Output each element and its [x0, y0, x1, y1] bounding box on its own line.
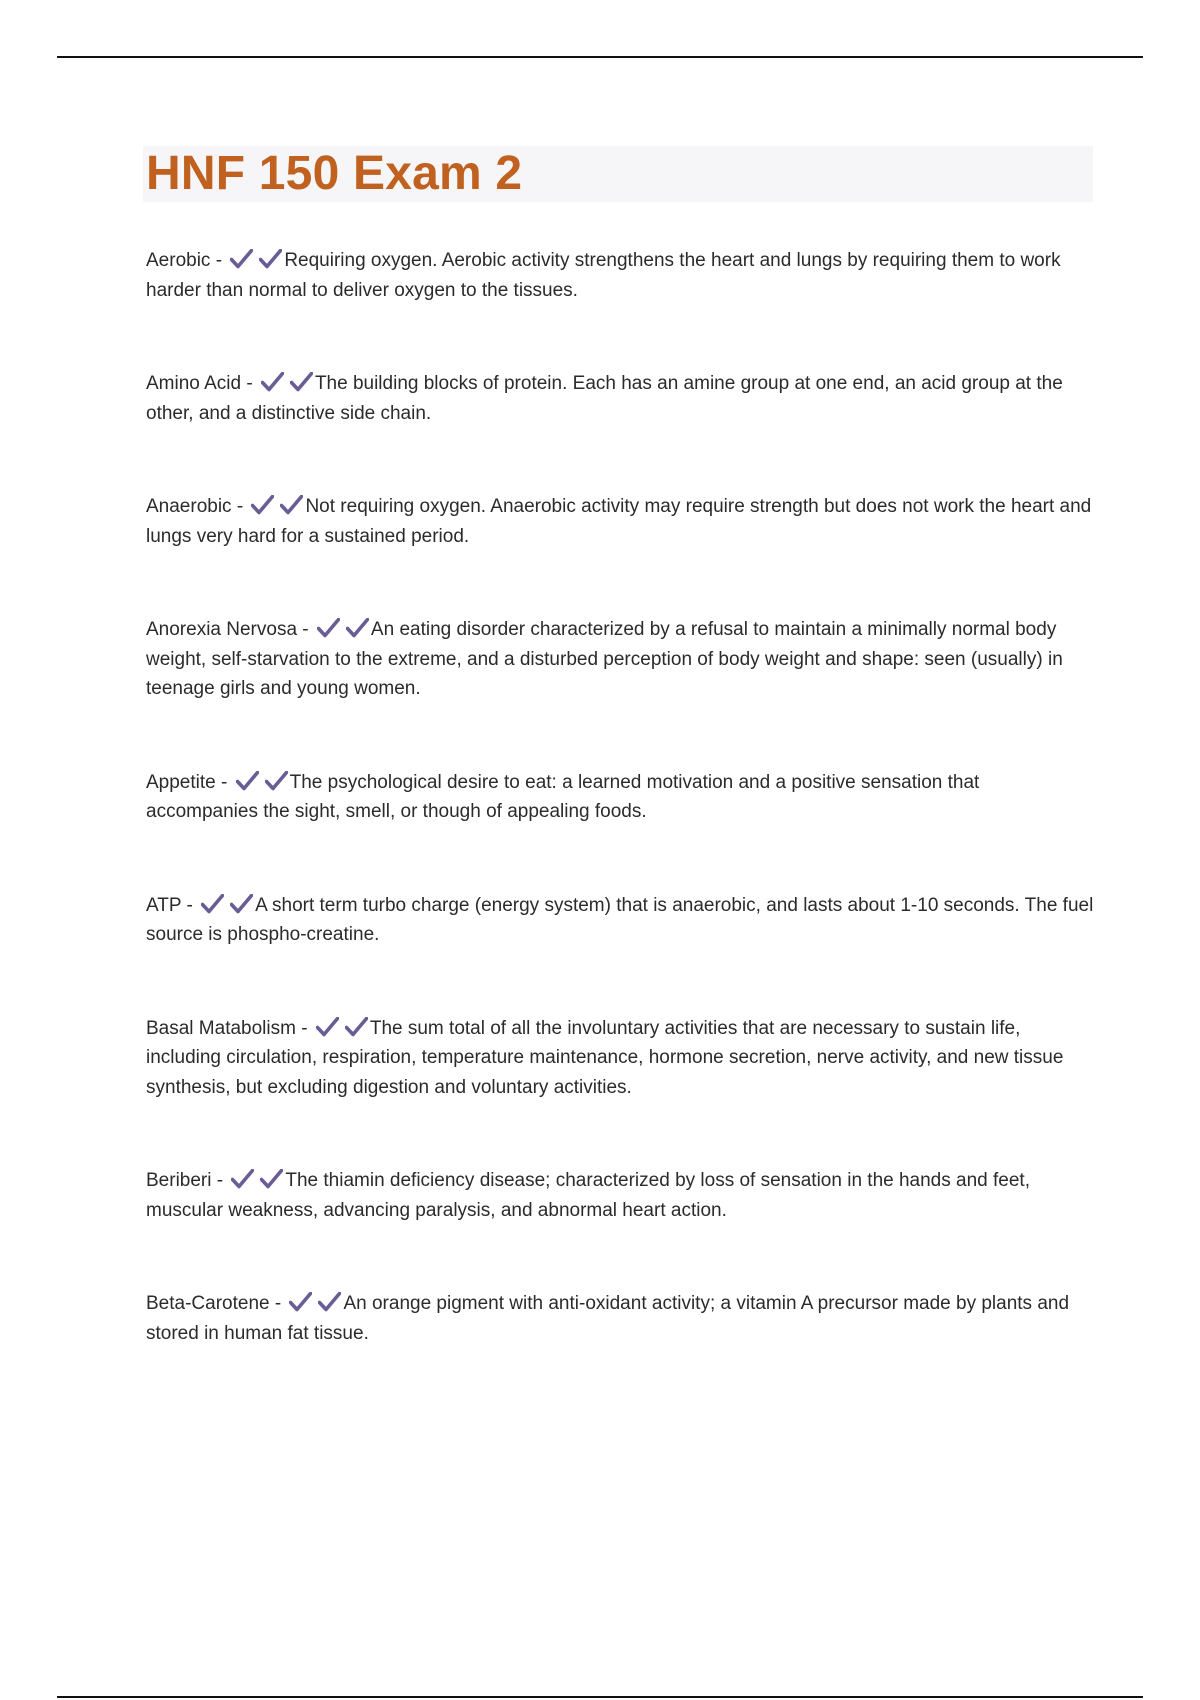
checkmark-icon — [280, 495, 303, 515]
glossary-entry — [146, 492, 1096, 551]
checkmark-icon — [317, 618, 340, 638]
checkmark-icon — [201, 894, 224, 914]
checkmark-icon — [316, 1017, 339, 1037]
term-separator: - — [269, 1293, 287, 1314]
checkmark-icon — [290, 372, 313, 392]
checkmark-icon — [260, 1169, 283, 1189]
bottom-rule — [57, 1696, 1143, 1698]
definition: The thiamin deficiency disease; characterized by loss of sensation in the hands and feet, muscular weakness, advancing paralysis, and abnormal heart action. — [146, 1170, 1030, 1221]
term-separator: - — [231, 496, 249, 517]
definition: Requiring oxygen. Aerobic activity strengthens the heart and lungs by requiring them to work harder than normal to deliver oxygen to the tissues. — [146, 250, 1061, 301]
checkmark-icon — [236, 771, 259, 791]
checkmark-icon — [265, 771, 288, 791]
glossary-entry — [146, 615, 1096, 704]
definition: An eating disorder characterized by a refusal to maintain a minimally normal body weight, self-starvation to the extreme, and a disturbed perception of body weight and shape: seen (usually) in teenage girls and young women. — [146, 619, 1063, 699]
definition: Not requiring oxygen. Anaerobic activity may require strength but does not work the heart and lungs very hard for a sustained period. — [146, 496, 1092, 547]
top-rule — [57, 56, 1143, 58]
term: Beriberi — [146, 1170, 212, 1191]
term: Anorexia Nervosa — [146, 619, 298, 640]
definition: The sum total of all the involuntary activities that are necessary to sustain life, including circulation, respiration, temperature maintenance, hormone secretion, nerve activity, and new tissue synthesis, but excluding digestion and voluntary activities. — [146, 1017, 1064, 1098]
term: Appetite — [146, 771, 216, 793]
definition: A short term turbo charge (energy system) that is anaerobic, and lasts about 1-10 seconds. The fuel source is phospho-creatine. — [146, 894, 1094, 945]
glossary-entry — [146, 1166, 1096, 1225]
glossary-entry — [146, 768, 1096, 827]
glossary-entry — [146, 369, 1096, 428]
term-separator: - — [210, 250, 228, 271]
term: ATP — [146, 894, 182, 916]
term-separator: - — [241, 373, 258, 394]
term: Amino Acid — [146, 373, 242, 394]
glossary-list — [146, 246, 1096, 1412]
checkmark-icon — [251, 495, 274, 515]
checkmark-icon — [345, 1017, 368, 1037]
glossary-entry — [146, 246, 1096, 305]
checkmark-icon — [346, 618, 369, 638]
page-title: HNF 150 Exam 2 — [146, 147, 523, 200]
checkmark-icon — [259, 249, 282, 269]
checkmark-icon — [318, 1292, 341, 1312]
definition: An orange pigment with anti-oxidant activity; a vitamin A precursor made by plants and stored in human fat tissue. — [146, 1293, 1070, 1344]
term-separator: - — [297, 619, 314, 640]
term: Basal Matabolism — [146, 1017, 296, 1039]
checkmark-icon — [230, 894, 253, 914]
glossary-entry — [146, 1014, 1096, 1103]
glossary-entry — [146, 1289, 1096, 1348]
term: Anaerobic — [146, 496, 232, 517]
checkmark-icon — [289, 1292, 312, 1312]
glossary-entry — [146, 891, 1096, 950]
definition: The psychological desire to eat: a learned motivation and a positive sensation that accompanies the sight, smell, or though of appealing foods. — [146, 771, 980, 822]
term-separator: - — [181, 894, 199, 916]
term-separator: - — [211, 1170, 229, 1191]
definition: The building blocks of protein. Each has an amine group at one end, an acid group at the other, and a distinctive side chain. — [146, 373, 1063, 424]
term-separator: - — [215, 771, 233, 793]
checkmark-icon — [231, 1169, 254, 1189]
checkmark-icon — [261, 372, 284, 392]
term-separator: - — [295, 1017, 313, 1039]
term: Aerobic — [146, 250, 211, 271]
checkmark-icon — [230, 249, 253, 269]
term: Beta-Carotene — [146, 1293, 270, 1314]
